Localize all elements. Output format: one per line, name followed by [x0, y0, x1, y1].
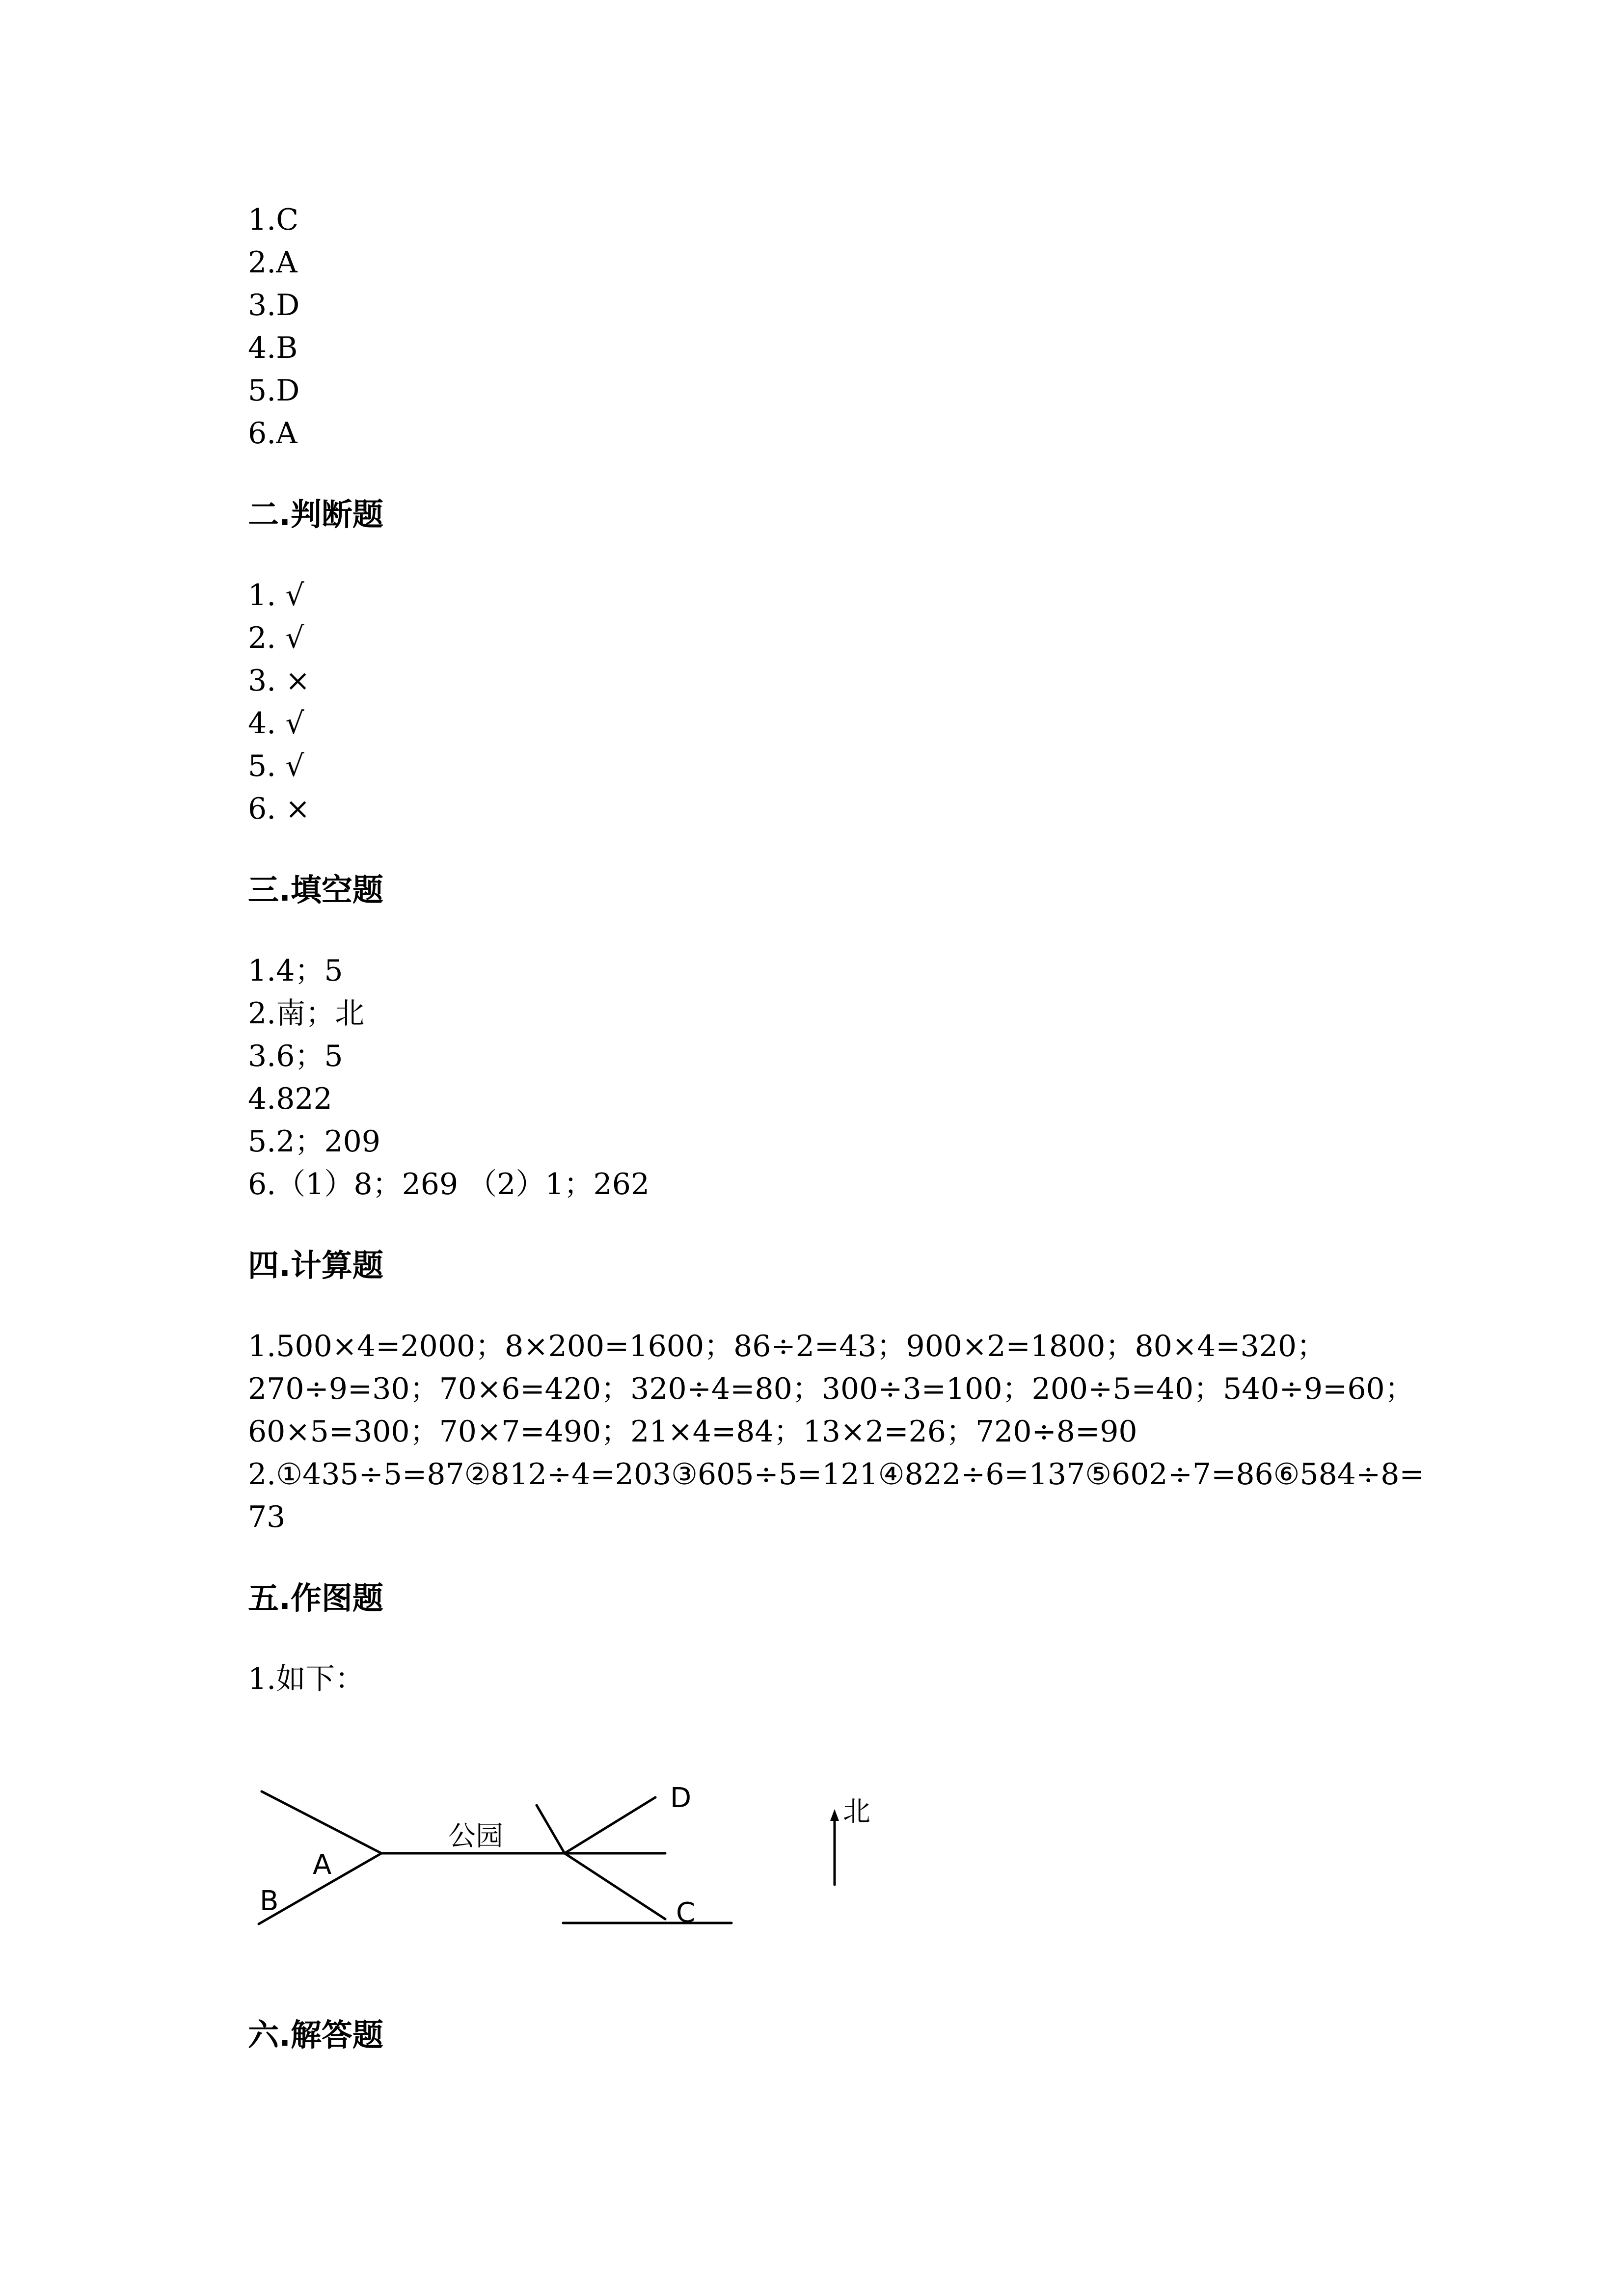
answer-item: 5.D — [248, 374, 300, 408]
answer-item: 4.B — [248, 331, 298, 365]
section-heading: 五.作图题 — [248, 1580, 383, 1616]
answer-item: 2. √ — [248, 621, 304, 655]
point-b-label: B — [260, 1885, 279, 1917]
road-to-c — [565, 1853, 665, 1919]
answer-item: 3.D — [248, 288, 300, 322]
point-a-label: A — [313, 1849, 332, 1881]
answer-item: 6.（1）8；269 （2）1；262 — [248, 1167, 650, 1201]
section-heading: 三.填空题 — [248, 872, 383, 908]
answer-item: 3.6；5 — [248, 1039, 343, 1073]
park-label: 公园 — [448, 1820, 503, 1852]
north-arrow-head — [830, 1809, 839, 1821]
road-to-a — [262, 1791, 381, 1853]
point-d-label: D — [670, 1782, 692, 1814]
answer-item: 6.A — [248, 416, 298, 451]
calc-line: 270÷9=30；70×6=420；320÷4=80；300÷3=100；200÷5=40；540÷9=60； — [248, 1372, 1414, 1406]
answer-item: 6. × — [248, 792, 310, 826]
answer-item: 4.822 — [248, 1082, 332, 1116]
answer-item: 5. √ — [248, 749, 304, 783]
answer-item: 1.4；5 — [248, 954, 343, 988]
calc-line: 73 — [248, 1500, 286, 1534]
section-heading: 四.计算题 — [248, 1248, 383, 1283]
calc-line: 1.500×4=2000；8×200=1600；86÷2=43；900×2=1800；80×4=320； — [248, 1329, 1326, 1363]
calc-line: 60×5=300；70×7=490；21×4=84；13×2=26；720÷8=90 — [248, 1415, 1137, 1449]
diagram-intro: 1.如下： — [248, 1662, 365, 1696]
road-branch — [537, 1805, 565, 1853]
north-label: 北 — [843, 1796, 870, 1828]
calc-line: 2.①435÷5=87②812÷4=203③605÷5=121④822÷6=137⑤602÷7=86⑥584÷8= — [248, 1457, 1424, 1492]
answer-item: 2.南；北 — [248, 996, 365, 1031]
answer-item: 1. √ — [248, 578, 304, 613]
answer-item: 3. × — [248, 664, 310, 698]
answer-item: 1.C — [248, 203, 299, 237]
point-c-label: C — [676, 1897, 696, 1929]
road-to-d — [565, 1797, 655, 1853]
answer-item: 2.A — [248, 245, 298, 280]
answer-item: 4. √ — [248, 706, 304, 741]
section-heading: 六.解答题 — [248, 2017, 383, 2053]
section-heading: 二.判断题 — [248, 497, 383, 533]
route-diagram — [248, 1762, 935, 1949]
answer-item: 5.2；209 — [248, 1124, 380, 1159]
